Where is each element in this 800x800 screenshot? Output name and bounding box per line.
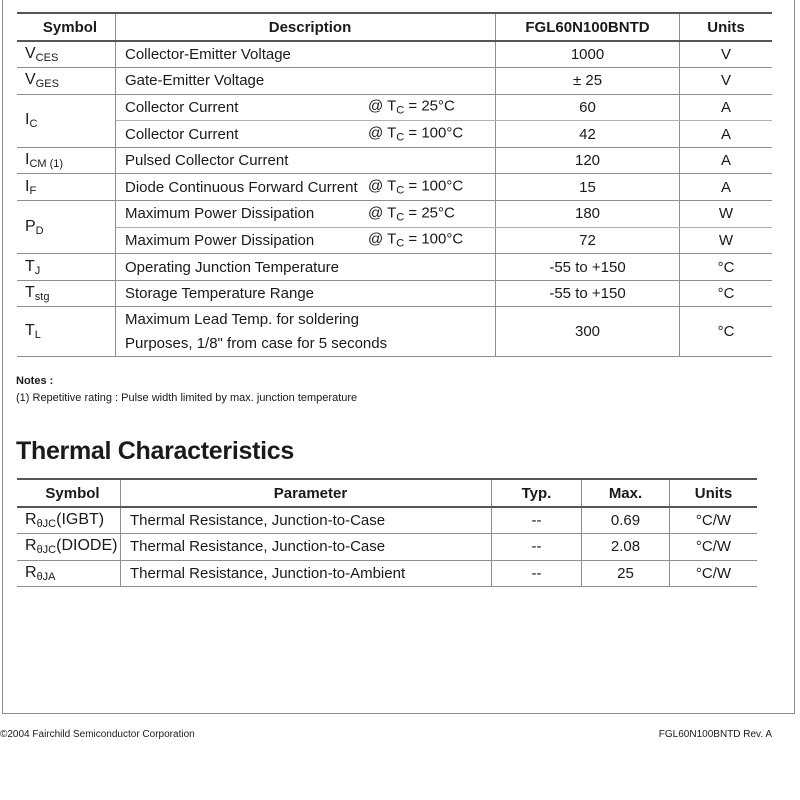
row-description: Maximum Lead Temp. for soldering Purposes, 1/8" from case for 5 seconds <box>116 307 496 357</box>
row-symbol: $R_{\theta JC}(IGBT)$ <box>17 507 121 534</box>
row-unit: °C/W <box>670 560 758 587</box>
table-row <box>17 121 772 148</box>
header-symbol: Symbol <box>17 13 116 41</box>
row-symbol: $R_{\theta JA}$ <box>17 560 121 587</box>
row-symbol: $V_{CES}$ <box>17 41 116 68</box>
table-header-row <box>17 479 757 507</box>
header-units: Units <box>670 479 758 507</box>
row-description: Maximum Power Dissipation @ $T_C = 25^\circ C$ <box>116 201 496 228</box>
row-description: Storage Temperature Range <box>116 280 496 307</box>
row-typ: -- <box>492 507 582 534</box>
table-row <box>17 307 772 357</box>
row-max: 2.08 <box>582 534 670 561</box>
row-symbol: $P_D$ <box>17 201 116 254</box>
row-value: ± 25 <box>496 68 680 95</box>
row-symbol: $T_J$ <box>17 254 116 281</box>
row-value: -55 to +150 <box>496 280 680 307</box>
table-row <box>17 68 772 95</box>
row-condition: @ $T_C = 25^\circ C$ <box>368 204 455 224</box>
table-row <box>17 534 757 561</box>
row-max: 25 <box>582 560 670 587</box>
row-unit: V <box>680 41 773 68</box>
row-value: 60 <box>496 94 680 121</box>
row-description: Operating Junction Temperature <box>116 254 496 281</box>
row-unit: A <box>680 121 773 148</box>
thermal-section-title: Thermal Characteristics <box>16 437 294 465</box>
row-condition: @ $T_C = 25^\circ C$ <box>368 97 455 117</box>
table-row <box>17 280 772 307</box>
row-value: 15 <box>496 174 680 201</box>
notes-text: (1) Repetitive rating : Pulse width limited by max. junction temperature <box>16 392 358 404</box>
row-unit: W <box>680 227 773 254</box>
row-value: 120 <box>496 147 680 174</box>
header-typ: Typ. <box>492 479 582 507</box>
row-value: 42 <box>496 121 680 148</box>
row-condition: @ $T_C = 100^\circ C$ <box>368 230 464 250</box>
header-symbol: Symbol <box>17 479 121 507</box>
notes-title: Notes : <box>16 375 54 387</box>
row-unit: °C <box>680 307 773 357</box>
header-units: Units <box>680 13 773 41</box>
row-symbol: $R_{\theta JC}(DIODE)$ <box>17 534 121 561</box>
row-symbol: $I_F$ <box>17 174 116 201</box>
row-unit: W <box>680 201 773 228</box>
row-symbol: $I_C$ <box>17 94 116 147</box>
row-condition: @ $T_C = 100^\circ C$ <box>368 177 464 197</box>
table-row <box>17 201 772 228</box>
row-description: Collector Current @ $T_C = 25^\circ C$ <box>116 94 496 121</box>
row-parameter: Thermal Resistance, Junction-to-Case <box>121 507 492 534</box>
row-description: Pulsed Collector Current <box>116 147 496 174</box>
table-row <box>17 560 757 587</box>
table-row <box>17 254 772 281</box>
row-value: 1000 <box>496 41 680 68</box>
footer-copyright: ©2004 Fairchild Semiconductor Corporation <box>0 729 195 740</box>
row-value: -55 to +150 <box>496 254 680 281</box>
row-unit: °C/W <box>670 507 758 534</box>
row-unit: A <box>680 147 773 174</box>
row-value: 72 <box>496 227 680 254</box>
row-description: Collector-Emitter Voltage <box>116 41 496 68</box>
table-row <box>17 174 772 201</box>
header-part: FGL60N100BNTD <box>496 13 680 41</box>
header-max: Max. <box>582 479 670 507</box>
row-unit: V <box>680 68 773 95</box>
row-symbol: $T_{stg}$ <box>17 280 116 307</box>
table-row <box>17 41 772 68</box>
row-typ: -- <box>492 560 582 587</box>
row-condition: @ $T_C = 100^\circ C$ <box>368 124 464 144</box>
table-row <box>17 94 772 121</box>
table-header-row <box>17 13 772 41</box>
row-typ: -- <box>492 534 582 561</box>
row-unit: °C <box>680 254 773 281</box>
absolute-max-ratings-table <box>17 12 772 357</box>
table-row <box>17 227 772 254</box>
row-symbol: $T_L$ <box>17 307 116 357</box>
table-row <box>17 507 757 534</box>
table-row <box>17 147 772 174</box>
thermal-characteristics-table <box>17 478 757 587</box>
row-max: 0.69 <box>582 507 670 534</box>
row-unit: A <box>680 174 773 201</box>
row-parameter: Thermal Resistance, Junction-to-Ambient <box>121 560 492 587</box>
row-description: Collector Current @ $T_C = 100^\circ C$ <box>116 121 496 148</box>
row-description: Diode Continuous Forward Current @ $T_C = 100^\circ C$ <box>116 174 496 201</box>
row-unit: A <box>680 94 773 121</box>
row-symbol: $V_{GES}$ <box>17 68 116 95</box>
header-parameter: Parameter <box>121 479 492 507</box>
footer-revision: FGL60N100BNTD Rev. A <box>658 729 772 740</box>
row-unit: °C <box>680 280 773 307</box>
row-value: 300 <box>496 307 680 357</box>
row-description: Maximum Power Dissipation @ $T_C = 100^\circ C$ <box>116 227 496 254</box>
row-description: Gate-Emitter Voltage <box>116 68 496 95</box>
header-description: Description <box>116 13 496 41</box>
row-symbol: $I_{CM (1)}$ <box>17 147 116 174</box>
row-unit: °C/W <box>670 534 758 561</box>
row-parameter: Thermal Resistance, Junction-to-Case <box>121 534 492 561</box>
row-value: 180 <box>496 201 680 228</box>
